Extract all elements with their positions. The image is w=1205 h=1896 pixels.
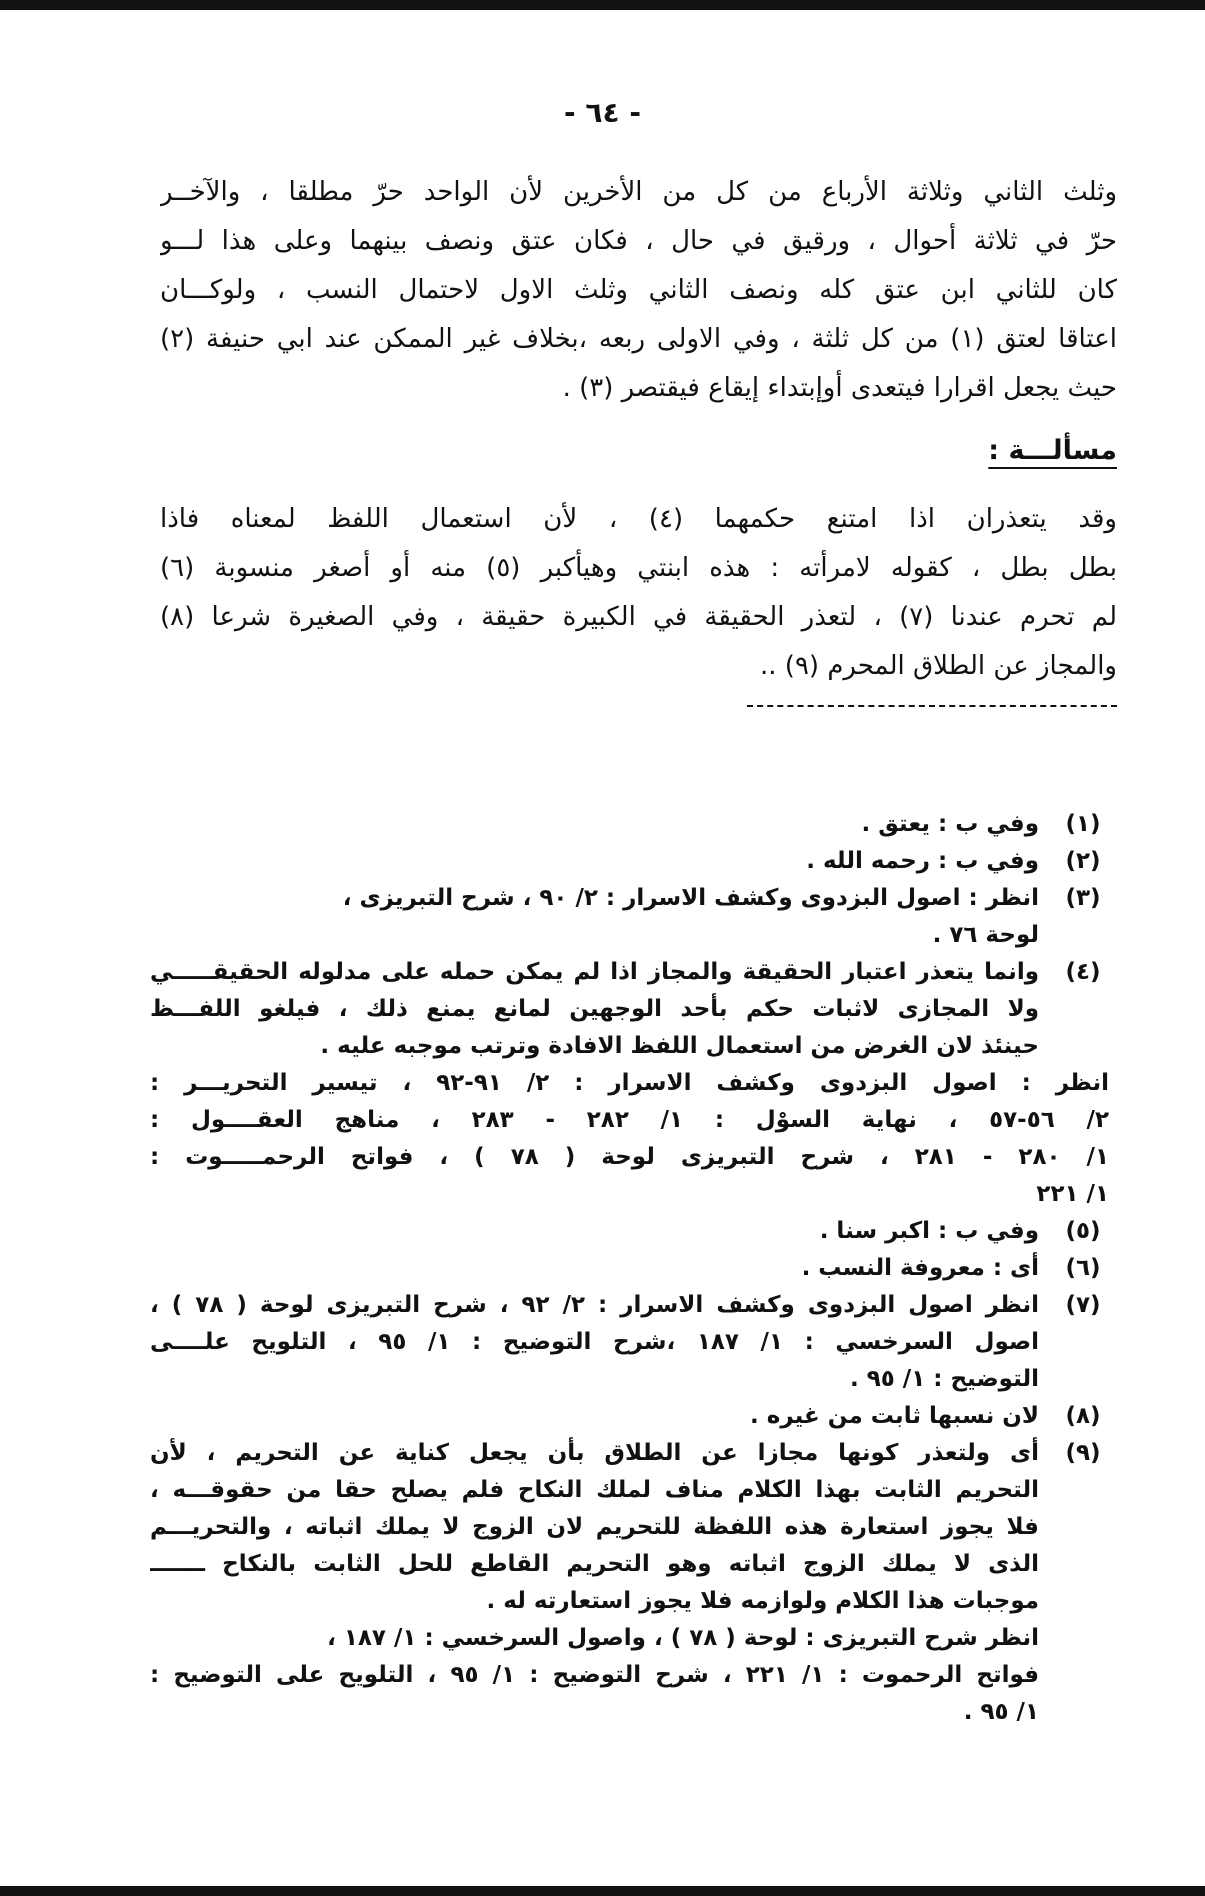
footnote-line: التحريم الثابت بهذا الكلام مناف لملك النكاح فلم يصلح حقا من حقوقـــه ،	[150, 1477, 1039, 1503]
paragraph-line: وثلث الثاني وثلاثة الأرباع من كل من الأخرين لأن الواحد حرّ مطلقا ، والآخــر	[160, 177, 1117, 207]
footnote-line: ١/ ٩٥ .	[963, 1699, 1039, 1725]
footnote-body	[150, 1250, 1057, 1287]
footnote-line: ١/ ٢٢١	[1036, 1181, 1109, 1207]
footnote-line: أى ولتعذر كونها مجازا عن الطلاق بأن يجعل كناية عن التحريم ، لأن	[150, 1440, 1039, 1466]
footnote-number: (٥)	[1065, 1218, 1101, 1244]
footnote-line: لوحة ٧٦ .	[932, 922, 1039, 948]
paragraph-line: والمجاز عن الطلاق المحرم (٩) ..	[760, 651, 1117, 681]
footnote-body	[150, 843, 1057, 880]
footnote-body	[150, 1435, 1057, 1731]
main-text	[160, 168, 1117, 707]
footnote-body	[150, 1213, 1057, 1250]
footnote	[150, 843, 1109, 880]
footnote	[150, 954, 1109, 1213]
page-number: - ٦٤ -	[564, 96, 641, 129]
footnote-line: فواتح الرحموت : ١/ ٢٢١ ، شرح التوضيح : ١/ ٩٥ ، التلويح على التوضيح :	[150, 1662, 1039, 1688]
footnote	[150, 1398, 1109, 1435]
footnote	[150, 880, 1109, 954]
paragraph-line: وقد يتعذران اذا امتنع حكمهما (٤) ، لأن استعمال اللفظ لمعناه فاذا	[160, 504, 1117, 534]
footnote-line: حينئذ لان الغرض من استعمال اللفظ الافادة وترتب موجبه عليه .	[320, 1033, 1039, 1059]
footnote-line: وفي ب : اكبر سنا .	[819, 1218, 1039, 1244]
footnote-body	[150, 954, 1109, 1213]
paragraph-line: اعتاقا لعتق (١) من كل ثلثة ، وفي الاولى ربعه ،بخلاف غير الممكن عند ابي حنيفة (٢)	[160, 324, 1117, 354]
footnote-number: (١)	[1065, 811, 1101, 837]
footnote-line: انظر : اصول البزدوى وكشف الاسرار : ٢/ ٩١-٩٢ ، تيسير التحريـــر :	[150, 1070, 1109, 1096]
footnote-body	[150, 880, 1057, 954]
footnote-line: فلا يجوز استعارة هذه اللفظة للتحريم لان الزوج لا يملك اثباته ، والتحريـــم	[150, 1514, 1039, 1540]
footnote	[150, 1250, 1109, 1287]
scan-bottom-border	[0, 1886, 1205, 1896]
footnote-number: (٤)	[1065, 959, 1101, 985]
footnote-line: انظر شرح التبريزى : لوحة ( ٧٨ ) ، واصول السرخسي : ١/ ١٨٧ ،	[327, 1625, 1039, 1651]
paragraph-2	[160, 495, 1117, 691]
footnote-line: وانما يتعذر اعتبار الحقيقة والمجاز اذا لم يمكن حمله على مدلوله الحقيقـــــي	[150, 959, 1039, 985]
footnote-line: ١/ ٢٨٠ - ٢٨١ ، شرح التبريزى لوحة ( ٧٨ ) ، فواتح الرحمـــــوت :	[150, 1144, 1109, 1170]
footnote-line: التوضيح : ١/ ٩٥ .	[849, 1366, 1039, 1392]
footnote-line: أى : معروفة النسب .	[801, 1255, 1039, 1281]
footnote-number: (٢)	[1065, 848, 1101, 874]
footnote	[150, 1435, 1109, 1731]
paragraph-line: كان للثاني ابن عتق كله ونصف الثاني وثلث الاول لاحتمال النسب ، ولوكـــان	[160, 275, 1117, 305]
footnote	[150, 1213, 1109, 1250]
footnote-body	[150, 806, 1057, 843]
footnote-line: اصول السرخسي : ١/ ١٨٧ ،شرح التوضيح : ١/ ٩٥ ، التلويح علــــى	[150, 1329, 1039, 1355]
footnote-number: (٦)	[1065, 1255, 1101, 1281]
scan-top-border	[0, 0, 1205, 10]
footnote-body	[150, 1287, 1057, 1398]
paragraph-line: حرّ في ثلاثة أحوال ، ورقيق في حال ، فكان عتق ونصف بينهما وعلى هذا لـــو	[160, 226, 1117, 256]
paragraph-line: لم تحرم عندنا (٧) ، لتعذر الحقيقة في الكبيرة حقيقة ، وفي الصغيرة شرعا (٨)	[160, 602, 1117, 632]
footnote	[150, 1287, 1109, 1398]
footnote-line: ولا المجازى لاثبات حكم بأحد الوجهين لمانع يمنع ذلك ، فيلغو اللفـــظ	[150, 996, 1039, 1022]
section-heading: مسألـــة :	[988, 435, 1117, 466]
footnote-line: وفي ب : رحمه الله .	[806, 848, 1039, 874]
footnote-line: موجبات هذا الكلام ولوازمه فلا يجوز استعارته له .	[486, 1588, 1039, 1614]
footnote-line: لان نسبها ثابت من غيره .	[750, 1403, 1039, 1429]
footnote-line: وفي ب : يعتق .	[861, 811, 1039, 837]
paragraph-1	[160, 168, 1117, 413]
paragraph-line: بطل بطل ، كقوله لامرأته : هذه ابنتي وهيأكبر (٥) منه أو أصغر منسوبة (٦)	[160, 553, 1117, 583]
footnote-line: انظر اصول البزدوى وكشف الاسرار : ٢/ ٩٢ ، شرح التبريزى لوحة ( ٧٨ ) ،	[150, 1292, 1039, 1318]
footnotes	[150, 806, 1109, 1731]
footnote-number: (٧)	[1065, 1292, 1101, 1318]
footnote-line: الذى لا يملك الزوج اثباته وهو التحريم القاطع للحل الثابت بالنكاح ـــــــ	[150, 1551, 1039, 1577]
footnote-divider	[747, 705, 1117, 707]
footnote-number: (٨)	[1065, 1403, 1101, 1429]
footnote-line: انظر : اصول البزدوى وكشف الاسرار : ٢/ ٩٠ ، شرح التبريزى ،	[342, 885, 1039, 911]
paragraph-line: حيث يجعل اقرارا فيتعدى أوإبتداء إيقاع فيقتصر (٣) .	[562, 373, 1117, 403]
footnote-body	[150, 1398, 1057, 1435]
section-heading-wrap	[160, 435, 1117, 489]
footnote-number: (٣)	[1065, 885, 1101, 911]
footnote-line: ٢/ ٥٦-٥٧ ، نهاية السوْل : ١/ ٢٨٢ - ٢٨٣ ، مناهج العقــــول :	[150, 1107, 1109, 1133]
footnote	[150, 806, 1109, 843]
footnote-number: (٩)	[1065, 1440, 1101, 1466]
